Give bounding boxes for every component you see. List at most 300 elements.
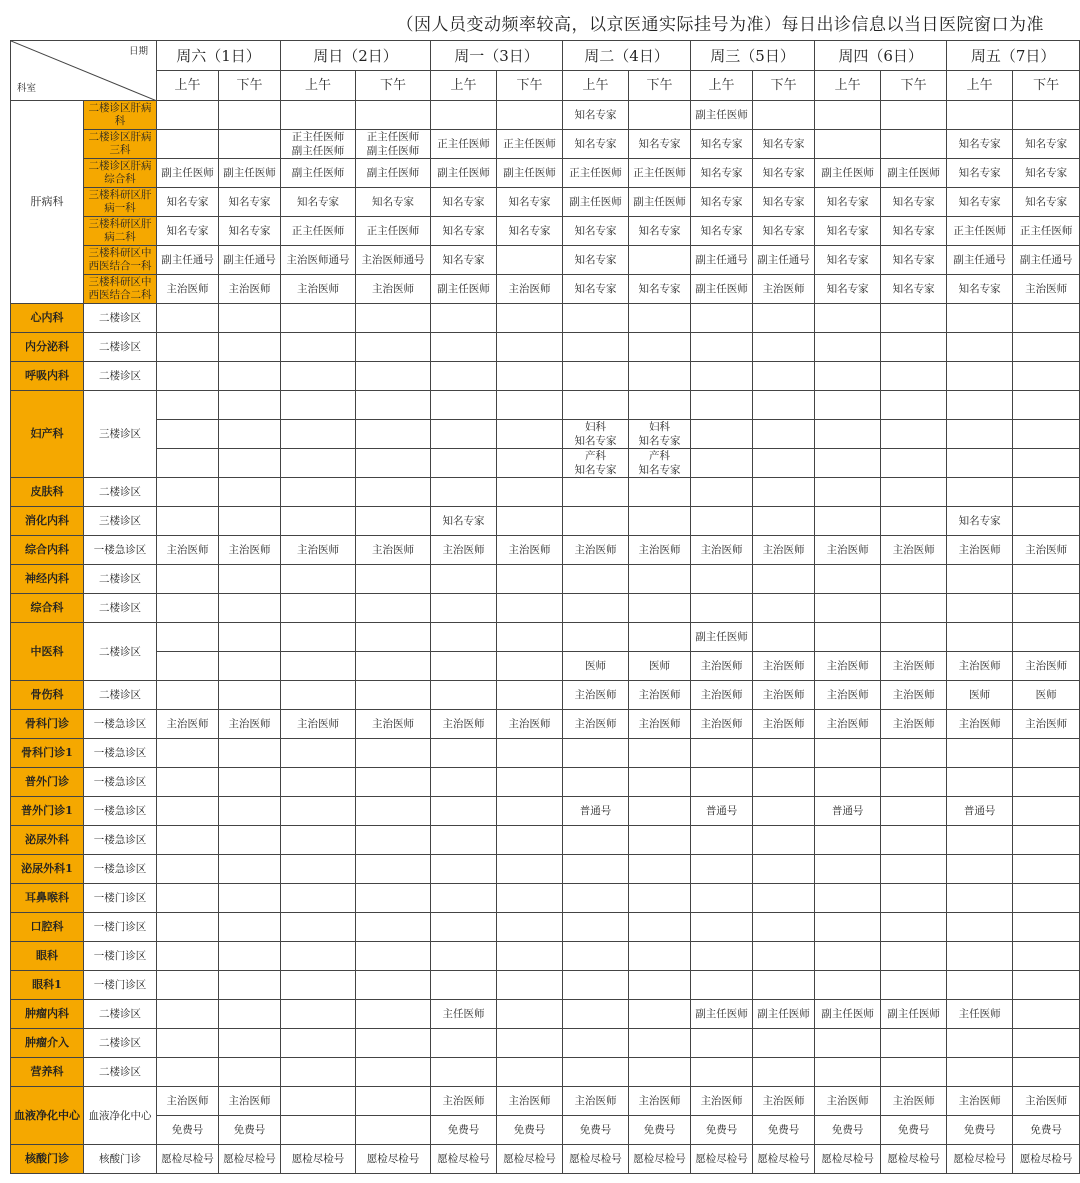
schedule-cell-line: 主治医师 [958, 660, 1001, 672]
schedule-cell [629, 536, 691, 565]
schedule-cell [947, 246, 1013, 275]
table-row [11, 130, 1080, 159]
schedule-cell [563, 275, 629, 304]
morning-header-1: 上午 [281, 71, 356, 101]
schedule-cell-line: 知名专家 [442, 225, 485, 237]
schedule-cell [563, 1087, 629, 1116]
schedule-cell [431, 1029, 497, 1058]
schedule-cell [947, 565, 1013, 594]
table-row [11, 449, 1080, 478]
schedule-cell-line: 副主任通号 [1019, 254, 1073, 266]
schedule-cell [947, 855, 1013, 884]
schedule-cell [563, 710, 629, 739]
schedule-cell [431, 739, 497, 768]
schedule-cell [431, 188, 497, 217]
schedule-cell-line: 主治医师 [762, 544, 805, 556]
schedule-cell [497, 449, 563, 478]
schedule-cell-line: 主治医师 [1025, 544, 1068, 556]
clinic-area: 一楼门诊区 [84, 884, 157, 913]
table-row [11, 420, 1080, 449]
schedule-cell [497, 275, 563, 304]
schedule-cell-line: 知名专家 [638, 435, 681, 447]
schedule-cell [431, 246, 497, 275]
schedule-cell [881, 681, 947, 710]
schedule-cell-line: 主治医师 [826, 1095, 869, 1107]
department-name: 综合内科 [11, 536, 84, 565]
schedule-cell [497, 971, 563, 1000]
table-row [11, 942, 1080, 971]
department-name: 泌尿外科1 [11, 855, 84, 884]
department-name: 皮肤科 [11, 478, 84, 507]
clinic-area: 三楼诊区 [84, 507, 157, 536]
schedule-cell [563, 507, 629, 536]
schedule-cell [947, 594, 1013, 623]
schedule-cell-line: 正主任医师 [953, 225, 1006, 237]
schedule-cell [629, 275, 691, 304]
schedule-cell [691, 1000, 753, 1029]
schedule-cell-line: 医师 [649, 660, 671, 672]
table-row [11, 1000, 1080, 1029]
schedule-cell [815, 565, 881, 594]
schedule-cell-line: 知名专家 [958, 196, 1001, 208]
schedule-cell [157, 826, 219, 855]
schedule-cell [1013, 507, 1080, 536]
schedule-cell-line: 主治医师 [442, 544, 485, 556]
schedule-cell [629, 246, 691, 275]
schedule-cell [881, 594, 947, 623]
schedule-cell [947, 1058, 1013, 1087]
schedule-cell [431, 217, 497, 246]
schedule-cell [157, 1116, 219, 1145]
schedule-cell-line: 主治医师 [826, 718, 869, 730]
clinic-area: 核酸门诊 [84, 1145, 157, 1174]
schedule-cell-line: 知名专家 [574, 464, 617, 476]
schedule-cell-line: 主治医师 [762, 1095, 805, 1107]
schedule-cell [563, 304, 629, 333]
schedule-cell [157, 971, 219, 1000]
schedule-cell [157, 188, 219, 217]
day-header-3: 周二（4日） [563, 41, 691, 71]
schedule-cell [881, 942, 947, 971]
schedule-cell [356, 768, 431, 797]
schedule-cell-line: 正主任医师 [366, 131, 420, 143]
schedule-cell-line: 正主任医师 [569, 167, 622, 179]
schedule-cell-line: 免费号 [705, 1124, 738, 1136]
schedule-cell [691, 362, 753, 391]
schedule-cell [815, 710, 881, 739]
department-name: 眼科1 [11, 971, 84, 1000]
clinic-area: 一楼急诊区 [84, 710, 157, 739]
schedule-cell [881, 391, 947, 420]
department-name: 呼吸内科 [11, 362, 84, 391]
schedule-cell [815, 449, 881, 478]
schedule-cell [815, 101, 881, 130]
schedule-cell-line: 知名专家 [958, 283, 1001, 295]
schedule-cell [563, 130, 629, 159]
schedule-cell [497, 594, 563, 623]
schedule-cell [629, 420, 691, 449]
schedule-cell [497, 623, 563, 652]
schedule-cell-line: 普通号 [831, 805, 864, 817]
sub-department: 三楼科研区肝病二科 [84, 217, 157, 246]
schedule-cell [431, 971, 497, 1000]
schedule-cell [281, 855, 356, 884]
table-row [11, 101, 1080, 130]
department-name: 肿瘤内科 [11, 1000, 84, 1029]
schedule-cell [497, 391, 563, 420]
schedule-cell [691, 623, 753, 652]
schedule-cell [219, 681, 281, 710]
schedule-cell [356, 333, 431, 362]
schedule-cell [947, 217, 1013, 246]
schedule-cell [431, 449, 497, 478]
schedule-cell [947, 420, 1013, 449]
schedule-cell [753, 246, 815, 275]
schedule-cell [753, 159, 815, 188]
schedule-cell [753, 797, 815, 826]
schedule-cell-line: 主治医师 [166, 544, 209, 556]
schedule-cell-line: 愿检尽检号 [821, 1153, 874, 1165]
schedule-cell [691, 884, 753, 913]
schedule-cell-line: 主治医师 [297, 544, 340, 556]
schedule-cell [563, 333, 629, 362]
schedule-cell [431, 1000, 497, 1029]
schedule-cell-line: 知名专家 [442, 254, 485, 266]
schedule-cell-line: 知名专家 [892, 283, 935, 295]
schedule-cell [219, 333, 281, 362]
schedule-cell [691, 739, 753, 768]
schedule-cell [219, 101, 281, 130]
schedule-cell [691, 420, 753, 449]
schedule-cell-line: 主治医师 [574, 689, 617, 701]
schedule-cell [563, 652, 629, 681]
schedule-cell [497, 159, 563, 188]
schedule-cell-line: 副主任医师 [695, 631, 748, 643]
schedule-cell [947, 130, 1013, 159]
schedule-cell-line: 副主任医师 [887, 1008, 940, 1020]
schedule-cell-line: 副主任医师 [366, 145, 420, 157]
schedule-cell [281, 768, 356, 797]
schedule-cell [281, 478, 356, 507]
clinic-area: 一楼急诊区 [84, 768, 157, 797]
morning-header-2: 上午 [431, 71, 497, 101]
schedule-cell-line: 知名专家 [700, 225, 743, 237]
afternoon-header-3: 下午 [629, 71, 691, 101]
table-row [11, 362, 1080, 391]
schedule-cell [157, 449, 219, 478]
schedule-cell [497, 333, 563, 362]
department-name: 眼科 [11, 942, 84, 971]
schedule-cell [947, 768, 1013, 797]
schedule-cell [881, 797, 947, 826]
schedule-cell [356, 594, 431, 623]
sub-department: 三楼科研区中西医结合一科 [84, 246, 157, 275]
schedule-cell [497, 536, 563, 565]
schedule-cell-line: 主治医师 [297, 718, 340, 730]
schedule-cell [219, 855, 281, 884]
department-name: 血液净化中心 [11, 1087, 84, 1145]
schedule-cell-line: 知名专家 [1025, 167, 1068, 179]
table-row [11, 971, 1080, 1000]
schedule-cell-line: 主治医师 [442, 1095, 485, 1107]
schedule-cell [219, 739, 281, 768]
schedule-cell [157, 478, 219, 507]
schedule-cell [815, 797, 881, 826]
schedule-cell-line: 主治医师 [574, 718, 617, 730]
schedule-cell [629, 391, 691, 420]
schedule-cell [691, 101, 753, 130]
schedule-cell [815, 159, 881, 188]
schedule-cell-line: 副主任通号 [757, 254, 810, 266]
schedule-cell-line: 副主任医师 [821, 167, 874, 179]
schedule-cell-line: 愿检尽检号 [695, 1153, 748, 1165]
schedule-cell [281, 362, 356, 391]
schedule-cell-line: 正主任医师 [633, 167, 686, 179]
schedule-cell [431, 507, 497, 536]
schedule-cell [497, 130, 563, 159]
schedule-cell [431, 768, 497, 797]
schedule-cell [753, 275, 815, 304]
schedule-cell [691, 130, 753, 159]
schedule-cell-line: 副主任医师 [223, 167, 276, 179]
table-row [11, 1116, 1080, 1145]
schedule-cell [881, 739, 947, 768]
schedule-cell [1013, 362, 1080, 391]
table-row [11, 188, 1080, 217]
schedule-cell [356, 1029, 431, 1058]
schedule-cell [947, 391, 1013, 420]
schedule-cell-line: 愿检尽检号 [437, 1153, 490, 1165]
schedule-cell [629, 768, 691, 797]
schedule-cell [753, 1029, 815, 1058]
schedule-cell [219, 710, 281, 739]
schedule-cell [431, 1058, 497, 1087]
schedule-cell [753, 942, 815, 971]
schedule-cell [947, 333, 1013, 362]
schedule-cell [691, 275, 753, 304]
schedule-cell-line: 免费号 [513, 1124, 546, 1136]
schedule-cell [497, 507, 563, 536]
schedule-cell-line: 愿检尽检号 [291, 1153, 345, 1165]
schedule-cell [281, 1029, 356, 1058]
schedule-cell [431, 130, 497, 159]
schedule-cell [563, 449, 629, 478]
schedule-cell-line: 知名专家 [508, 225, 551, 237]
schedule-cell-line: 愿检尽检号 [757, 1153, 810, 1165]
table-row [11, 826, 1080, 855]
table-row [11, 159, 1080, 188]
schedule-cell-line: 知名专家 [297, 196, 340, 208]
schedule-cell [881, 826, 947, 855]
header-ampm-row [11, 71, 1080, 101]
schedule-cell [497, 1145, 563, 1174]
schedule-cell [753, 1058, 815, 1087]
schedule-cell [219, 942, 281, 971]
schedule-cell [219, 594, 281, 623]
schedule-cell [753, 101, 815, 130]
afternoon-header-1: 下午 [356, 71, 431, 101]
schedule-cell-line: 主治医师 [1025, 718, 1068, 730]
schedule-cell-line: 知名专家 [700, 138, 743, 150]
schedule-cell [881, 536, 947, 565]
schedule-cell-line: 知名专家 [638, 283, 681, 295]
schedule-cell [629, 304, 691, 333]
schedule-cell [753, 130, 815, 159]
schedule-cell [881, 159, 947, 188]
schedule-cell [157, 855, 219, 884]
schedule-cell [219, 565, 281, 594]
schedule-cell [753, 768, 815, 797]
schedule-cell [431, 1087, 497, 1116]
schedule-cell-line: 主任医师 [442, 1008, 485, 1020]
schedule-cell [881, 1087, 947, 1116]
schedule-cell-line: 愿检尽检号 [887, 1153, 940, 1165]
schedule-cell-line: 主任医师 [958, 1008, 1001, 1020]
schedule-cell [881, 1058, 947, 1087]
sub-department: 二楼诊区肝病综合科 [84, 159, 157, 188]
schedule-cell [281, 594, 356, 623]
schedule-cell [563, 942, 629, 971]
schedule-cell-line: 主治医师 [508, 718, 551, 730]
schedule-cell [431, 159, 497, 188]
schedule-cell-line: 主治医师 [892, 660, 935, 672]
schedule-cell-line: 产科 [649, 450, 671, 462]
schedule-cell [1013, 652, 1080, 681]
department-name: 核酸门诊 [11, 1145, 84, 1174]
schedule-cell [356, 1116, 431, 1145]
schedule-cell [691, 768, 753, 797]
schedule-cell [815, 681, 881, 710]
schedule-cell [219, 507, 281, 536]
table-row [11, 536, 1080, 565]
schedule-cell [563, 768, 629, 797]
schedule-cell [1013, 420, 1080, 449]
schedule-cell-line: 副主任医师 [366, 167, 420, 179]
schedule-cell [431, 681, 497, 710]
schedule-cell [563, 623, 629, 652]
schedule-cell [356, 1000, 431, 1029]
schedule-cell [753, 623, 815, 652]
day-header-4: 周三（5日） [691, 41, 815, 71]
schedule-cell-line: 主治医师 [826, 660, 869, 672]
schedule-cell-line: 主治医师 [700, 544, 743, 556]
schedule-cell [1013, 826, 1080, 855]
schedule-cell [219, 971, 281, 1000]
schedule-cell-line: 主治医师 [700, 689, 743, 701]
department-name: 泌尿外科 [11, 826, 84, 855]
schedule-cell [691, 942, 753, 971]
schedule-cell-line: 副主任医师 [569, 196, 622, 208]
schedule-cell [1013, 217, 1080, 246]
department-name: 耳鼻喉科 [11, 884, 84, 913]
schedule-cell-line: 主治医师通号 [286, 254, 350, 266]
schedule-cell [691, 304, 753, 333]
schedule-cell-line: 医师 [1035, 689, 1057, 701]
schedule-cell-line: 免费号 [1030, 1124, 1062, 1136]
clinic-area: 一楼门诊区 [84, 913, 157, 942]
schedule-cell [691, 188, 753, 217]
schedule-cell [281, 333, 356, 362]
schedule-cell [691, 971, 753, 1000]
clinic-area: 一楼门诊区 [84, 942, 157, 971]
schedule-cell [815, 594, 881, 623]
schedule-cell [219, 536, 281, 565]
schedule-cell [157, 507, 219, 536]
schedule-cell-line: 主治医师 [1025, 660, 1068, 672]
schedule-cell [356, 130, 431, 159]
clinic-area: 血液净化中心 [84, 1087, 157, 1145]
schedule-cell-line: 知名专家 [166, 196, 209, 208]
schedule-cell [356, 710, 431, 739]
schedule-cell [1013, 913, 1080, 942]
schedule-cell-line: 知名专家 [826, 196, 869, 208]
schedule-cell-line: 主治医师 [442, 718, 485, 730]
day-header-1: 周日（2日） [281, 41, 431, 71]
schedule-cell [947, 1145, 1013, 1174]
schedule-cell-line: 副主任医师 [437, 283, 490, 295]
schedule-cell [881, 275, 947, 304]
schedule-cell [1013, 855, 1080, 884]
schedule-cell [431, 797, 497, 826]
schedule-cell [563, 739, 629, 768]
table-row [11, 913, 1080, 942]
schedule-cell [157, 391, 219, 420]
schedule-cell [431, 1145, 497, 1174]
schedule-cell [947, 1000, 1013, 1029]
schedule-cell-line: 主治医师 [638, 1095, 681, 1107]
schedule-cell [497, 217, 563, 246]
clinic-area: 二楼诊区 [84, 594, 157, 623]
schedule-cell-line: 主治医师 [892, 1095, 935, 1107]
schedule-cell [563, 101, 629, 130]
schedule-cell-line: 知名专家 [574, 435, 617, 447]
schedule-cell [881, 652, 947, 681]
schedule-cell [563, 855, 629, 884]
schedule-cell-line: 普通号 [579, 805, 612, 817]
table-row [11, 217, 1080, 246]
morning-header-5: 上午 [815, 71, 881, 101]
department-name: 肿瘤介入 [11, 1029, 84, 1058]
schedule-cell [1013, 710, 1080, 739]
schedule-cell [281, 681, 356, 710]
schedule-cell [629, 942, 691, 971]
schedule-cell [881, 304, 947, 333]
schedule-cell-line: 妇科 [649, 421, 671, 433]
schedule-cell-line: 知名专家 [638, 464, 681, 476]
schedule-cell [691, 1029, 753, 1058]
schedule-cell [753, 449, 815, 478]
schedule-cell [1013, 159, 1080, 188]
schedule-cell [157, 913, 219, 942]
schedule-cell-line: 愿检尽检号 [223, 1153, 276, 1165]
morning-header-6: 上午 [947, 71, 1013, 101]
schedule-cell [947, 304, 1013, 333]
schedule-cell [157, 1000, 219, 1029]
department-name: 口腔科 [11, 913, 84, 942]
schedule-cell-line: 正主任医师 [366, 225, 420, 237]
schedule-cell [281, 304, 356, 333]
schedule-cell [431, 391, 497, 420]
schedule-cell [881, 507, 947, 536]
clinic-area: 一楼门诊区 [84, 971, 157, 1000]
schedule-cell [947, 507, 1013, 536]
schedule-cell [753, 652, 815, 681]
schedule-cell [356, 420, 431, 449]
schedule-cell-line: 医师 [585, 660, 607, 672]
schedule-cell-line: 知名专家 [826, 283, 869, 295]
schedule-cell [497, 420, 563, 449]
schedule-cell [281, 246, 356, 275]
